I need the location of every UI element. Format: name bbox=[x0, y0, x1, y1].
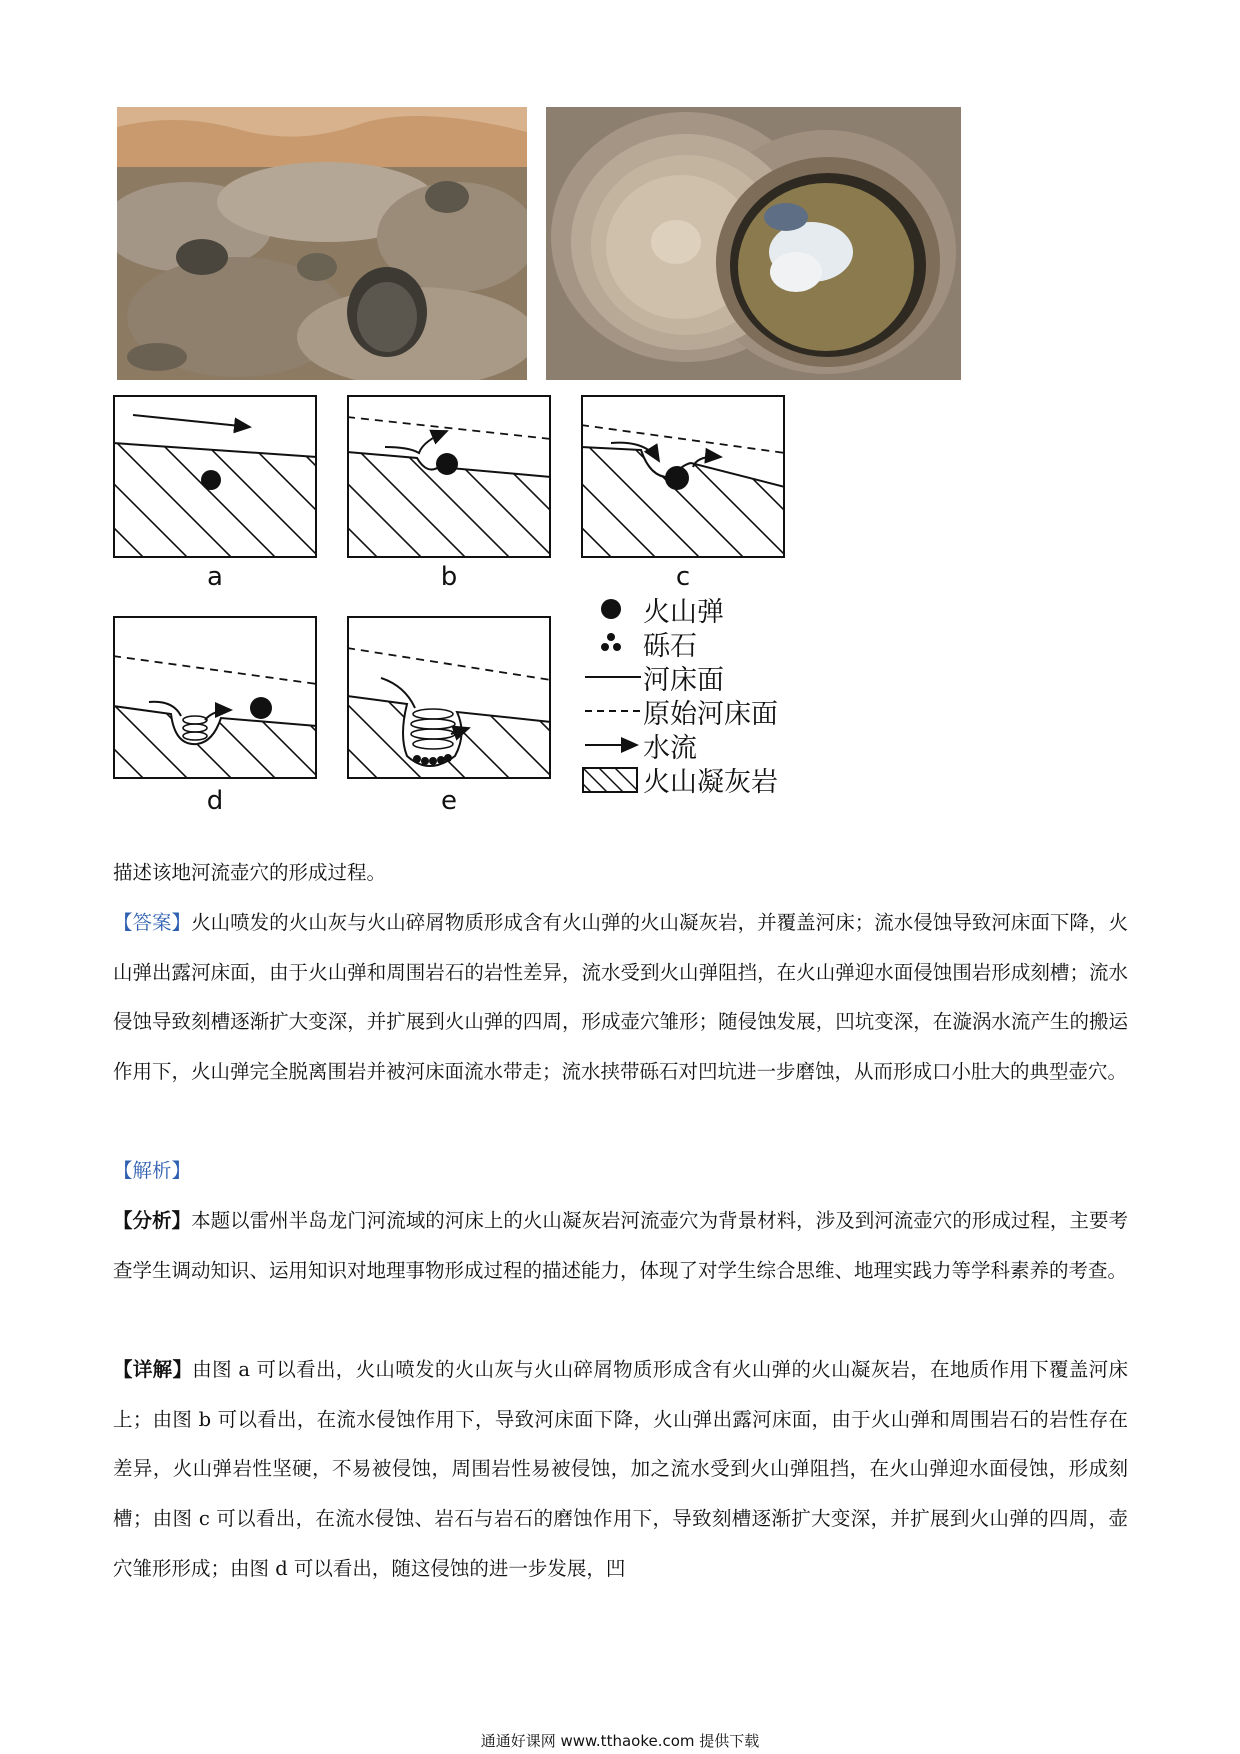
answer-block bbox=[113, 898, 1128, 1097]
diagram-panel-c bbox=[581, 395, 785, 558]
legend-item bbox=[579, 762, 778, 796]
diagram-panel-e bbox=[347, 616, 551, 779]
legend-label: 水流 bbox=[643, 732, 697, 764]
answer-tag: 【答案】 bbox=[113, 911, 192, 934]
arrow-icon bbox=[579, 728, 643, 762]
caption-b: b bbox=[440, 562, 458, 592]
river-potholes-photo bbox=[117, 107, 527, 380]
caption-c: c bbox=[675, 562, 691, 592]
diagram-panel-a bbox=[113, 395, 317, 558]
diagram-panel-d bbox=[113, 616, 317, 779]
filled-circle-icon bbox=[579, 592, 643, 626]
page-footer: 通通好课网 www.tthaoke.com 提供下载 bbox=[480, 1732, 760, 1750]
caption-a: a bbox=[207, 562, 223, 592]
diagram-panel-b bbox=[347, 395, 551, 558]
analysis-subtag: 【分析】 bbox=[113, 1209, 192, 1232]
legend-label: 砾石 bbox=[643, 630, 697, 662]
hatch-box-icon bbox=[579, 762, 643, 796]
legend-label: 火山凝灰岩 bbox=[643, 766, 778, 798]
legend-item bbox=[579, 592, 724, 626]
legend-label: 原始河床面 bbox=[643, 698, 778, 730]
legend-item bbox=[579, 660, 724, 694]
question-text bbox=[113, 848, 1128, 898]
detail-block bbox=[113, 1345, 1128, 1594]
detail-text: 由图 a 可以看出，火山喷发的火山灰与火山碎屑物质形成含有火山弹的火山凝灰岩，在地质作用下覆盖河床上；由图 b 可以看出，在流水侵蚀作用下，导致河床面下降，火山弹出露河床面，由于火山弹和周围岩石的岩性存在差异，火山弹岩性坚硬，不易被侵蚀，周围岩性易被侵蚀，加之流水受到火山弹阻挡，在火山弹迎水面侵蚀，形成刻槽；由图 c 可以看出，在流水侵蚀、岩石与岩石的磨蚀作用下，导致刻槽逐渐扩大变深，并扩展到火山弹的四周，壶穴雏形形成；由图 d 可以看出，随这侵蚀的进一步发展，凹 bbox=[113, 1358, 1128, 1580]
double-pothole-photo bbox=[546, 107, 961, 380]
legend-label: 河床面 bbox=[643, 664, 724, 696]
legend-item bbox=[579, 626, 697, 660]
answer-text: 火山喷发的火山灰与火山碎屑物质形成含有火山弹的火山凝灰岩，并覆盖河床；流水侵蚀导致河床面下降，火山弹出露河床面，由于火山弹和周围岩石的岩性差异，流水受到火山弹阻挡，在火山弹迎水面侵蚀围岩形成刻槽；流水侵蚀导致刻槽逐渐扩大变深，并扩展到火山弹的四周，形成壶穴雏形；随侵蚀发展，凹坑变深，在漩涡水流产生的搬运作用下，火山弹完全脱离围岩并被河床面流水带走；流水挟带砾石对凹坑进一步磨蚀，从而形成口小肚大的典型壶穴。 bbox=[113, 911, 1128, 1084]
analysis-block bbox=[113, 1196, 1128, 1295]
analysis-tag: 【解析】 bbox=[113, 1159, 192, 1182]
legend-label: 火山弹 bbox=[643, 596, 724, 628]
analysis-text: 本题以雷州半岛龙门河流域的河床上的火山凝灰岩河流壶穴为背景材料，涉及到河流壶穴的形成过程，主要考查学生调动知识、运用知识对地理事物形成过程的描述能力，体现了对学生综合思维、地理实践力等学科素养的考查。 bbox=[113, 1209, 1128, 1282]
solid-line-icon bbox=[579, 660, 643, 694]
gravel-dots-icon bbox=[579, 626, 643, 660]
question: 描述该地河流壶穴的形成过程。 bbox=[113, 861, 387, 884]
caption-d: d bbox=[206, 786, 224, 816]
legend-item bbox=[579, 728, 697, 762]
analysis-heading bbox=[113, 1146, 1128, 1196]
legend-item bbox=[579, 694, 778, 728]
caption-e: e bbox=[441, 786, 457, 816]
dashed-line-icon bbox=[579, 694, 643, 728]
detail-tag: 【详解】 bbox=[113, 1358, 193, 1381]
